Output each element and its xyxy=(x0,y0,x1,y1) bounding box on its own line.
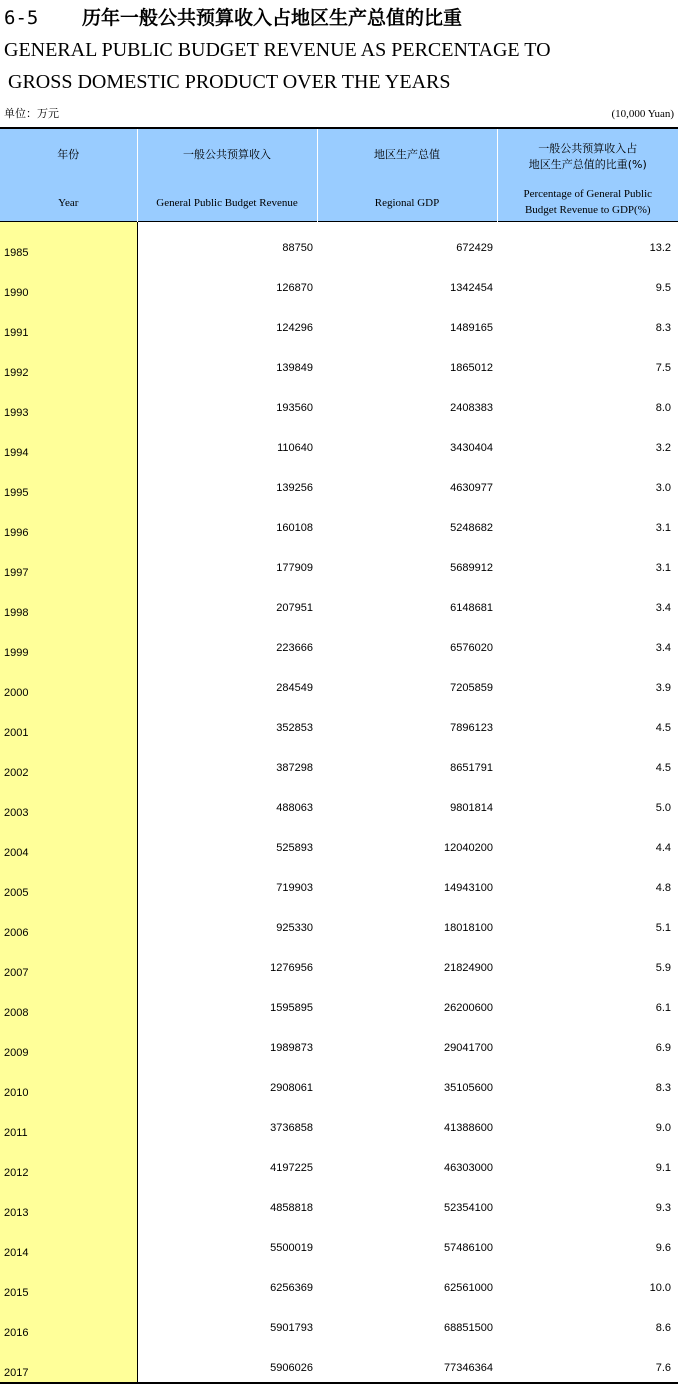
table-row xyxy=(0,502,678,542)
revenue-cell: 6256369 xyxy=(137,1262,317,1302)
percentage-cell: 6.9 xyxy=(497,1022,678,1062)
header-year-cn: 年份 xyxy=(0,147,137,163)
table-row xyxy=(0,542,678,582)
percentage-cell: 7.5 xyxy=(497,342,678,382)
table-row xyxy=(0,302,678,342)
gdp-cell: 77346364 xyxy=(317,1342,497,1383)
percentage-cell: 3.1 xyxy=(497,502,678,542)
gdp-cell: 9801814 xyxy=(317,782,497,822)
table-row xyxy=(0,702,678,742)
percentage-cell: 4.4 xyxy=(497,822,678,862)
table-row xyxy=(0,382,678,422)
year-cell: 1998 xyxy=(0,582,137,622)
year-cell: 1995 xyxy=(0,462,137,502)
header-gdp-en: Regional GDP xyxy=(318,195,497,211)
gdp-cell: 46303000 xyxy=(317,1142,497,1182)
table-row xyxy=(0,1182,678,1222)
percentage-cell: 3.9 xyxy=(497,662,678,702)
percentage-cell: 7.6 xyxy=(497,1342,678,1383)
table-number: 6-5 xyxy=(4,4,82,32)
percentage-cell: 3.1 xyxy=(497,542,678,582)
year-cell: 2011 xyxy=(0,1102,137,1142)
header-percentage-en-line2: Budget Revenue to GDP(%) xyxy=(498,202,678,218)
percentage-cell: 6.1 xyxy=(497,982,678,1022)
revenue-cell: 124296 xyxy=(137,302,317,342)
year-cell: 2015 xyxy=(0,1262,137,1302)
year-cell: 2014 xyxy=(0,1222,137,1262)
percentage-cell: 9.1 xyxy=(497,1142,678,1182)
year-cell: 2017 xyxy=(0,1342,137,1383)
header-year xyxy=(0,128,137,222)
data-table xyxy=(0,127,678,1384)
percentage-cell: 4.5 xyxy=(497,702,678,742)
percentage-cell: 3.4 xyxy=(497,582,678,622)
revenue-cell: 160108 xyxy=(137,502,317,542)
header-percentage-cn xyxy=(498,141,678,173)
gdp-cell: 5689912 xyxy=(317,542,497,582)
header-revenue-en: General Public Budget Revenue xyxy=(138,195,317,211)
header-revenue-cn: 一般公共预算收入 xyxy=(138,147,317,163)
table-row xyxy=(0,1302,678,1342)
page-title xyxy=(4,4,462,32)
revenue-cell: 387298 xyxy=(137,742,317,782)
gdp-cell: 26200600 xyxy=(317,982,497,1022)
table-row xyxy=(0,782,678,822)
percentage-cell: 13.2 xyxy=(497,222,678,263)
percentage-cell: 8.3 xyxy=(497,302,678,342)
gdp-cell: 5248682 xyxy=(317,502,497,542)
gdp-cell: 672429 xyxy=(317,222,497,263)
year-cell: 2001 xyxy=(0,702,137,742)
percentage-cell: 3.4 xyxy=(497,622,678,662)
table-row xyxy=(0,942,678,982)
revenue-cell: 223666 xyxy=(137,622,317,662)
gdp-cell: 6148681 xyxy=(317,582,497,622)
table-row xyxy=(0,862,678,902)
revenue-cell: 3736858 xyxy=(137,1102,317,1142)
revenue-cell: 284549 xyxy=(137,662,317,702)
year-cell: 1985 xyxy=(0,222,137,263)
table-row xyxy=(0,1062,678,1102)
revenue-cell: 488063 xyxy=(137,782,317,822)
title-chinese: 历年一般公共预算收入占地区生产总值的比重 xyxy=(82,7,462,29)
year-cell: 1997 xyxy=(0,542,137,582)
table-row xyxy=(0,1022,678,1062)
revenue-cell: 525893 xyxy=(137,822,317,862)
revenue-cell: 207951 xyxy=(137,582,317,622)
year-cell: 1990 xyxy=(0,262,137,302)
year-cell: 2009 xyxy=(0,1022,137,1062)
revenue-cell: 925330 xyxy=(137,902,317,942)
gdp-cell: 68851500 xyxy=(317,1302,497,1342)
percentage-cell: 9.3 xyxy=(497,1182,678,1222)
revenue-cell: 4197225 xyxy=(137,1142,317,1182)
revenue-cell: 1595895 xyxy=(137,982,317,1022)
percentage-cell: 4.5 xyxy=(497,742,678,782)
gdp-cell: 29041700 xyxy=(317,1022,497,1062)
year-cell: 2007 xyxy=(0,942,137,982)
header-percentage-en xyxy=(498,186,678,218)
table-row xyxy=(0,1142,678,1182)
year-cell: 1992 xyxy=(0,342,137,382)
table-row xyxy=(0,582,678,622)
table-row xyxy=(0,982,678,1022)
year-cell: 2013 xyxy=(0,1182,137,1222)
revenue-cell: 126870 xyxy=(137,262,317,302)
table-row xyxy=(0,422,678,462)
percentage-cell: 9.0 xyxy=(497,1102,678,1142)
table-row xyxy=(0,1262,678,1302)
percentage-cell: 9.5 xyxy=(497,262,678,302)
gdp-cell: 62561000 xyxy=(317,1262,497,1302)
gdp-cell: 52354100 xyxy=(317,1182,497,1222)
year-cell: 1996 xyxy=(0,502,137,542)
gdp-cell: 7205859 xyxy=(317,662,497,702)
year-cell: 2004 xyxy=(0,822,137,862)
table-row xyxy=(0,1342,678,1383)
gdp-cell: 7896123 xyxy=(317,702,497,742)
revenue-cell: 1989873 xyxy=(137,1022,317,1062)
revenue-cell: 5906026 xyxy=(137,1342,317,1383)
percentage-cell: 8.6 xyxy=(497,1302,678,1342)
gdp-cell: 57486100 xyxy=(317,1222,497,1262)
header-row xyxy=(0,128,678,222)
table-row xyxy=(0,262,678,302)
year-cell: 2005 xyxy=(0,862,137,902)
table-row xyxy=(0,1222,678,1262)
gdp-cell: 14943100 xyxy=(317,862,497,902)
revenue-cell: 139256 xyxy=(137,462,317,502)
table-row xyxy=(0,462,678,502)
gdp-cell: 35105600 xyxy=(317,1062,497,1102)
year-cell: 2000 xyxy=(0,662,137,702)
header-gdp-cn: 地区生产总值 xyxy=(318,147,497,163)
gdp-cell: 12040200 xyxy=(317,822,497,862)
gdp-cell: 21824900 xyxy=(317,942,497,982)
revenue-cell: 5500019 xyxy=(137,1222,317,1262)
percentage-cell: 10.0 xyxy=(497,1262,678,1302)
table-row xyxy=(0,1102,678,1142)
year-cell: 1994 xyxy=(0,422,137,462)
revenue-cell: 110640 xyxy=(137,422,317,462)
table-row xyxy=(0,342,678,382)
percentage-cell: 5.1 xyxy=(497,902,678,942)
year-cell: 2006 xyxy=(0,902,137,942)
table-body xyxy=(0,222,678,1384)
percentage-cell: 3.2 xyxy=(497,422,678,462)
header-percentage xyxy=(497,128,678,222)
revenue-cell: 1276956 xyxy=(137,942,317,982)
table-row xyxy=(0,222,678,263)
unit-chinese: 单位：万元 xyxy=(4,104,59,124)
revenue-cell: 2908061 xyxy=(137,1062,317,1102)
percentage-cell: 8.0 xyxy=(497,382,678,422)
revenue-cell: 719903 xyxy=(137,862,317,902)
year-cell: 2002 xyxy=(0,742,137,782)
table-row xyxy=(0,902,678,942)
year-cell: 2010 xyxy=(0,1062,137,1102)
revenue-cell: 4858818 xyxy=(137,1182,317,1222)
revenue-cell: 5901793 xyxy=(137,1302,317,1342)
year-cell: 2012 xyxy=(0,1142,137,1182)
table-row xyxy=(0,742,678,782)
revenue-cell: 139849 xyxy=(137,342,317,382)
table-row xyxy=(0,622,678,662)
header-revenue xyxy=(137,128,317,222)
unit-row xyxy=(0,104,678,124)
gdp-cell: 4630977 xyxy=(317,462,497,502)
header-percentage-en-line1: Percentage of General Public xyxy=(498,186,678,202)
gdp-cell: 1865012 xyxy=(317,342,497,382)
gdp-cell: 41388600 xyxy=(317,1102,497,1142)
unit-english: (10,000 Yuan) xyxy=(611,104,674,124)
gdp-cell: 2408383 xyxy=(317,382,497,422)
header-percentage-cn-line1: 一般公共预算收入占 xyxy=(498,141,678,157)
year-cell: 2008 xyxy=(0,982,137,1022)
gdp-cell: 6576020 xyxy=(317,622,497,662)
gdp-cell: 8651791 xyxy=(317,742,497,782)
table-row xyxy=(0,822,678,862)
year-cell: 2003 xyxy=(0,782,137,822)
percentage-cell: 5.0 xyxy=(497,782,678,822)
percentage-cell: 9.6 xyxy=(497,1222,678,1262)
year-cell: 1999 xyxy=(0,622,137,662)
title-english-line1: GENERAL PUBLIC BUDGET REVENUE AS PERCENTAGE TO xyxy=(4,36,551,64)
table-row xyxy=(0,662,678,702)
revenue-cell: 88750 xyxy=(137,222,317,263)
year-cell: 2016 xyxy=(0,1302,137,1342)
percentage-cell: 3.0 xyxy=(497,462,678,502)
percentage-cell: 5.9 xyxy=(497,942,678,982)
header-percentage-cn-line2: 地区生产总值的比重(%) xyxy=(498,157,678,173)
revenue-cell: 193560 xyxy=(137,382,317,422)
header-gdp xyxy=(317,128,497,222)
header-year-en: Year xyxy=(0,195,137,211)
title-english-line2: GROSS DOMESTIC PRODUCT OVER THE YEARS xyxy=(8,68,450,96)
year-cell: 1993 xyxy=(0,382,137,422)
revenue-cell: 177909 xyxy=(137,542,317,582)
gdp-cell: 3430404 xyxy=(317,422,497,462)
percentage-cell: 8.3 xyxy=(497,1062,678,1102)
year-cell: 1991 xyxy=(0,302,137,342)
gdp-cell: 1489165 xyxy=(317,302,497,342)
percentage-cell: 4.8 xyxy=(497,862,678,902)
revenue-cell: 352853 xyxy=(137,702,317,742)
gdp-cell: 18018100 xyxy=(317,902,497,942)
gdp-cell: 1342454 xyxy=(317,262,497,302)
